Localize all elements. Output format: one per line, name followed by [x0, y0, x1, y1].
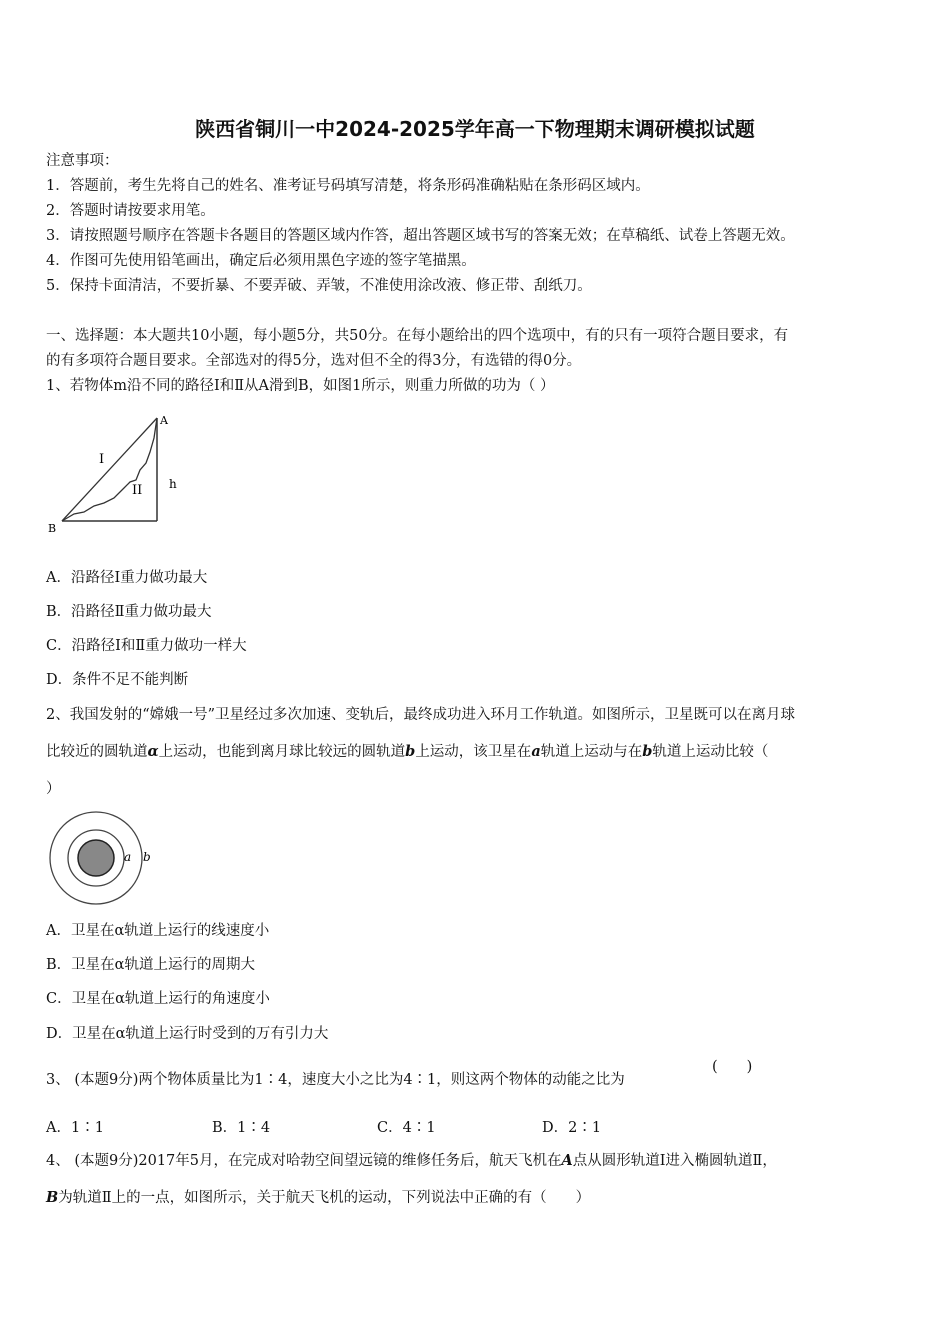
q1-stem: 1、若物体m沿不同的路径Ⅰ和Ⅱ从A滑到B，如图1所示，则重力所做的功为（ ） — [46, 378, 555, 394]
q3-option: D．2∶1 — [542, 1120, 602, 1136]
section-intro: 的有多项符合题目要求。全部选对的得5分，选对但不全的得3分，有选错的得0分。 — [46, 353, 582, 369]
q4-stem: 4、 (本题9分)2017年5月，在完成对哈勃空间望远镜的维修任务后，航天飞机在A点从圆形轨道Ⅰ进入椭圆轨道Ⅱ， — [46, 1152, 777, 1169]
q1-option: B．沿路径Ⅱ重力做功最大 — [46, 604, 212, 620]
q2-stem: ） — [46, 781, 61, 797]
q1-option: C．沿路径Ⅰ和Ⅱ重力做功一样大 — [46, 638, 247, 654]
notice-item: 1．答题前，考生先将自己的姓名、准考证号码填写清楚，将条形码准确粘贴在条形码区域内。 — [46, 178, 650, 194]
q2-stem: 2、我国发射的“嫦娥一号”卫星经过多次加速、变轨后，最终成功进入环月工作轨道。如图所示，卫星既可以在离月球 — [46, 707, 796, 723]
notice-item: 2．答题时请按要求用笔。 — [46, 203, 215, 219]
q1-option: D．条件不足不能判断 — [46, 672, 189, 688]
notice-heading: 注意事项： — [46, 153, 119, 169]
q3-option: C．4∶1 — [377, 1120, 436, 1136]
q2-stem: 比较近的圆轨道α上运动，也能到离月球比较远的圆轨道b上运动，该卫星在a轨道上运动与在b轨道上运动比较（ — [46, 743, 769, 760]
label-orbit-b: b — [143, 850, 151, 864]
label-path1: I — [99, 452, 105, 467]
label-orbit-a: a — [124, 850, 132, 864]
q2-option: C．卫星在α轨道上运行的角速度小 — [46, 991, 270, 1007]
section-intro: 一、选择题：本大题共10小题，每小题5分，共50分。在每小题给出的四个选项中，有的只有一项符合题目要求，有 — [46, 328, 789, 344]
q4-stem: B为轨道Ⅱ上的一点，如图所示，关于航天飞机的运动，下列说法中正确的有（ ） — [46, 1189, 591, 1206]
q3-blank: ( ) — [712, 1059, 753, 1075]
notice-item: 3．请按照题号顺序在答题卡各题目的答题区域内作答，超出答题区域书写的答案无效；在草稿纸、试卷上答题无效。 — [46, 228, 795, 244]
label-b: B — [48, 522, 57, 535]
label-a: A — [160, 414, 168, 427]
page-title: 陕西省铜川一中2024-2025学年高一下物理期末调研模拟试题 — [195, 117, 755, 141]
notice-item: 5．保持卡面清洁，不要折暴、不要弄破、弄皱，不准使用涂改液、修正带、刮纸刀。 — [46, 278, 592, 294]
q1-figure — [44, 408, 184, 538]
label-path2: II — [132, 483, 143, 498]
q2-option: D．卫星在α轨道上运行时受到的万有引力大 — [46, 1026, 329, 1042]
q2-option: A．卫星在α轨道上运行的线速度小 — [46, 923, 270, 939]
notice-item: 4．作图可先使用铅笔画出，确定后必须用黑色字迹的签字笔描黑。 — [46, 253, 476, 269]
q3-option: A．1∶1 — [46, 1120, 104, 1136]
q3-option: B．1∶4 — [212, 1120, 271, 1136]
q2-option: B．卫星在α轨道上运行的周期大 — [46, 957, 255, 973]
q1-option: A．沿路径Ⅰ重力做功最大 — [46, 570, 208, 586]
label-h: h — [169, 477, 177, 491]
q3-stem: 3、 (本题9分)两个物体质量比为1∶4，速度大小之比为4∶1，则这两个物体的动能之比为 — [46, 1072, 625, 1088]
q2-figure — [44, 808, 164, 908]
